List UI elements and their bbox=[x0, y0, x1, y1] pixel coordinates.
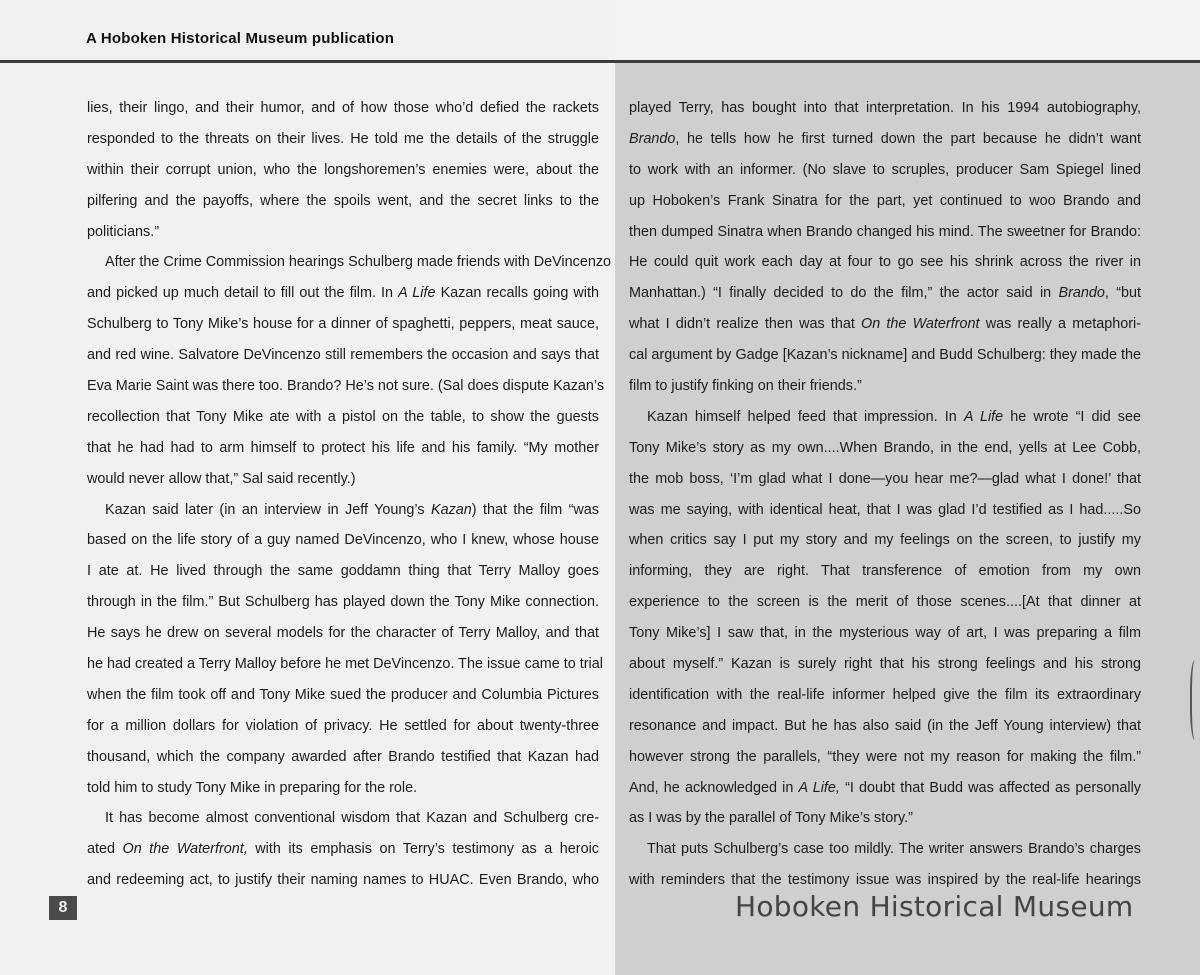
italic-title: Brando bbox=[629, 130, 676, 147]
text-run: through in the film.” But Schulberg has played down the Tony Mike connection. bbox=[87, 594, 599, 611]
text-line bbox=[87, 93, 599, 124]
text-line bbox=[629, 402, 1141, 433]
text-run: Eva Marie Saint was there too. Brando? He’s not sure. (Sal does dispute Kazan’s bbox=[87, 378, 605, 395]
text-line bbox=[87, 464, 599, 495]
text-run: experience to the screen is the merit of those scenes....[At that dinner at bbox=[629, 594, 1141, 611]
text-line bbox=[87, 649, 603, 680]
text-line bbox=[87, 742, 599, 773]
text-run: informing, they are right. That transference of emotion from my own bbox=[629, 563, 1141, 580]
italic-title: Brando bbox=[1058, 285, 1105, 302]
text-line bbox=[87, 278, 599, 309]
text-line bbox=[629, 803, 1141, 834]
text-run: After the Crime Commission hearings Schulberg made friends with DeVincenzo bbox=[105, 254, 612, 271]
text-run: up Hoboken’s Frank Sinatra for the part, yet continued to woo Brando and bbox=[629, 192, 1141, 209]
text-line bbox=[629, 556, 1141, 587]
italic-title: A Life, bbox=[798, 779, 840, 796]
text-line bbox=[629, 495, 1141, 526]
text-run: , “but bbox=[1104, 285, 1141, 302]
text-run: would never allow that,” Sal said recently.) bbox=[87, 470, 356, 487]
text-line bbox=[87, 371, 605, 402]
text-line bbox=[87, 433, 599, 464]
text-line bbox=[87, 309, 599, 340]
left-text-column bbox=[87, 93, 612, 896]
text-line bbox=[629, 711, 1141, 742]
text-line bbox=[87, 773, 599, 804]
text-run: for a million dollars for violation of privacy. He settled for about twenty-three bbox=[87, 717, 599, 734]
italic-title: Kazan bbox=[430, 501, 472, 518]
text-run: “I doubt that Budd was affected as personally bbox=[839, 779, 1141, 796]
text-run: about myself.” Kazan is surely right that his strong feelings and his strong bbox=[629, 656, 1141, 673]
header-rule bbox=[0, 60, 1200, 63]
text-run: was me saying, with identical heat, that I was glad I’d testified as I had.....So bbox=[629, 501, 1141, 518]
text-run: however strong the parallels, “they were not my reason for making the film.” bbox=[629, 748, 1141, 765]
text-line bbox=[629, 433, 1141, 464]
text-line bbox=[629, 278, 1141, 309]
text-run: That puts Schulberg’s case too mildly. The writer answers Brando’s charges bbox=[647, 841, 1141, 858]
italic-title: A Life bbox=[963, 408, 1004, 425]
text-line bbox=[629, 742, 1141, 773]
text-run: Schulberg to Tony Mike’s house for a dinner of spaghetti, peppers, meat sauce, bbox=[87, 316, 599, 333]
text-line bbox=[629, 340, 1141, 371]
text-run: the mob boss, ‘I’m glad what I done—you hear me?—glad what I done!’ that bbox=[629, 470, 1141, 487]
text-run: Tony Mike’s story as my own....When Brando, in the end, yells at Lee Cobb, bbox=[629, 439, 1141, 456]
text-line bbox=[87, 525, 599, 556]
text-run: based on the life story of a guy named DeVincenzo, who I knew, whose house bbox=[87, 532, 599, 549]
right-text-column bbox=[629, 93, 1141, 896]
text-line bbox=[87, 556, 599, 587]
text-line bbox=[87, 618, 599, 649]
text-run: what I didn’t realize then was that bbox=[629, 316, 862, 333]
text-line bbox=[87, 865, 599, 896]
text-run: resonance and impact. But he has also said (in the Jeff Young interview) that bbox=[629, 717, 1141, 734]
text-line bbox=[87, 247, 612, 278]
text-line bbox=[629, 217, 1141, 248]
text-run: within their corrupt union, who the longshoremen’s enemies were, about the bbox=[87, 161, 599, 178]
text-run: And, he acknowledged in bbox=[629, 779, 799, 796]
text-line bbox=[87, 186, 599, 217]
text-run: pilfering and the payoffs, where the spoils went, and the secret links to the bbox=[87, 192, 599, 209]
text-line bbox=[87, 834, 599, 865]
text-run: Kazan recalls going with bbox=[435, 285, 600, 302]
text-run: then dumped Sinatra when Brando changed his mind. The sweetner for Brando: bbox=[629, 223, 1141, 240]
text-run: lies, their lingo, and their humor, and of how those who’d defied the rackets bbox=[87, 100, 599, 116]
text-run: film to justify finking on their friends.” bbox=[629, 378, 862, 395]
text-line bbox=[87, 680, 599, 711]
text-line bbox=[629, 186, 1141, 217]
text-line bbox=[629, 247, 1141, 278]
text-line bbox=[629, 371, 1141, 402]
text-run: It has become almost conventional wisdom that Kazan and Schulberg cre- bbox=[105, 810, 599, 827]
text-line bbox=[87, 124, 599, 155]
text-run: cal argument by Gadge [Kazan’s nickname] and Budd Schulberg: they made the bbox=[629, 347, 1141, 364]
text-run: ) that the film “was bbox=[471, 501, 600, 518]
text-run: and redeeming act, to justify their naming names to HUAC. Even Brando, who bbox=[87, 872, 599, 889]
text-line bbox=[629, 773, 1141, 804]
text-line bbox=[629, 680, 1141, 711]
italic-title: On the Waterfront, bbox=[122, 841, 248, 858]
text-line bbox=[87, 217, 599, 248]
italic-title: On the Waterfront bbox=[861, 316, 980, 333]
text-line bbox=[629, 587, 1141, 618]
text-line bbox=[629, 93, 1141, 124]
text-run: played Terry, has bought into that interpretation. In his 1994 autobiography, bbox=[629, 100, 1141, 116]
text-run: politicians.” bbox=[87, 223, 159, 240]
text-line bbox=[629, 155, 1141, 186]
text-line bbox=[629, 618, 1141, 649]
text-run: with its emphasis on Terry’s testimony as a heroic bbox=[247, 841, 599, 858]
text-run: responded to the threats on their lives. He told me the details of the struggle bbox=[87, 130, 599, 147]
text-run: identification with the real-life informer helped give the film its extraordinary bbox=[629, 686, 1141, 703]
text-run: with reminders that the testimony issue was inspired by the real-life hearings bbox=[629, 872, 1141, 889]
text-run: thousand, which the company awarded after Brando testified that Kazan had bbox=[87, 748, 599, 765]
page-number: 8 bbox=[49, 896, 77, 920]
text-run: He says he drew on several models for the character of Terry Malloy, and that bbox=[87, 625, 599, 642]
text-run: recollection that Tony Mike ate with a pistol on the table, to show the guests bbox=[87, 408, 599, 425]
text-run: I ate at. He lived through the same goddamn thing that Terry Malloy goes bbox=[87, 563, 599, 580]
text-run: Kazan said later (in an interview in Jeff Young’s bbox=[105, 501, 431, 518]
text-line bbox=[87, 340, 599, 371]
text-run: Tony Mike’s] I saw that, in the mysterious way of art, I was preparing a film bbox=[629, 625, 1141, 642]
italic-title: A Life bbox=[398, 285, 436, 302]
text-line bbox=[629, 525, 1141, 556]
text-line bbox=[87, 711, 599, 742]
text-run: told him to study Tony Mike in preparing for the role. bbox=[87, 779, 418, 796]
text-run: when critics say I put my story and my feelings on the screen, to justify my bbox=[629, 532, 1141, 549]
text-run: Manhattan.) “I finally decided to do the film,” the actor said in bbox=[629, 285, 1059, 302]
text-line bbox=[629, 124, 1141, 155]
text-run: ated bbox=[87, 841, 123, 858]
text-run: he had created a Terry Malloy before he met DeVincenzo. The issue came to trial bbox=[87, 656, 603, 673]
text-run: to work with an informer. (No slave to scruples, producer Sam Spiegel lined bbox=[629, 161, 1141, 178]
text-run: he wrote “I did see bbox=[1003, 408, 1142, 425]
text-line bbox=[87, 803, 599, 834]
text-run: was really a metaphori- bbox=[979, 316, 1142, 333]
text-line bbox=[629, 834, 1141, 865]
text-run: and red wine. Salvatore DeVincenzo still remembers the occasion and says that bbox=[87, 347, 599, 364]
text-line bbox=[87, 587, 599, 618]
text-line bbox=[87, 155, 599, 186]
text-run: as I was by the parallel of Tony Mike’s story.” bbox=[629, 810, 913, 827]
text-run: when the film took off and Tony Mike sued the producer and Columbia Pictures bbox=[87, 686, 599, 703]
text-line bbox=[629, 309, 1141, 340]
publication-header: A Hoboken Historical Museum publication bbox=[86, 30, 395, 47]
text-run: that he had had to arm himself to protect his life and his family. “My mother bbox=[87, 439, 599, 456]
watermark: Hoboken Historical Museum bbox=[735, 890, 1134, 923]
page-edge bbox=[1190, 660, 1200, 740]
text-line bbox=[87, 495, 599, 526]
text-run: and picked up much detail to fill out the film. In bbox=[87, 285, 399, 302]
text-line bbox=[87, 402, 599, 433]
text-line bbox=[629, 649, 1141, 680]
text-run: Kazan himself helped feed that impression. In bbox=[647, 408, 964, 425]
text-line bbox=[629, 464, 1141, 495]
text-run: He could quit work each day at four to go see his shrink across the river in bbox=[629, 254, 1141, 271]
text-run: , he tells how he first turned down the part because he didn’t want bbox=[675, 130, 1141, 147]
